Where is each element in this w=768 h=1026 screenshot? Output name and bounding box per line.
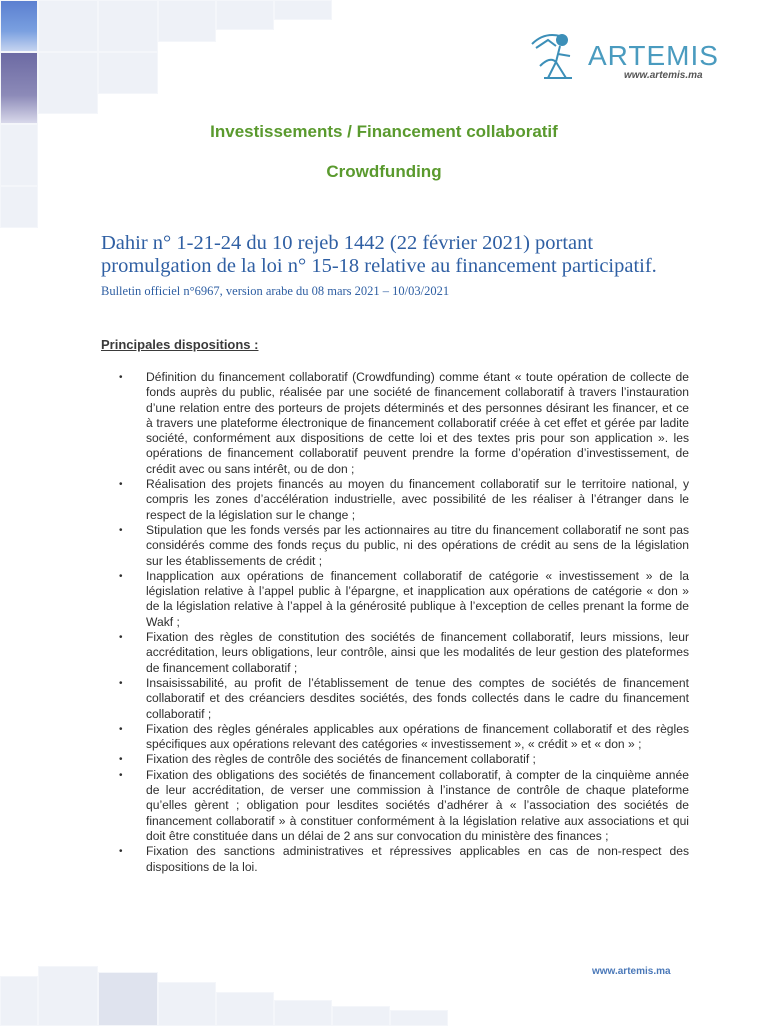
background-tile <box>98 972 158 1026</box>
background-tile <box>38 0 98 52</box>
bullet-icon: • <box>119 570 123 582</box>
bullet-icon: • <box>119 479 123 491</box>
dahir-title: Dahir n° 1-21-24 du 10 rejeb 1442 (22 février 2021) portant promulgation de la loi n° 15-18 relative au financement participatif. <box>101 232 657 277</box>
background-tile <box>0 52 38 124</box>
background-tile <box>38 966 98 1026</box>
background-tile <box>38 52 98 114</box>
logo-url: www.artemis.ma <box>624 70 703 81</box>
list-item <box>119 477 689 523</box>
list-item-text: Fixation des règles générales applicables aux opérations de financement collaboratif et des règles spécifiques aux opérations relevant des catégories « investissement », « crédit » et « don » ; <box>146 721 689 752</box>
bullet-icon: • <box>119 524 123 536</box>
dahir-reference <box>101 232 661 303</box>
bullet-icon: • <box>119 372 123 383</box>
bullet-icon: • <box>119 846 123 858</box>
background-tile <box>158 982 216 1026</box>
list-item <box>119 523 689 569</box>
list-item-text: Définition du financement collaboratif (Crowdfunding) comme étant « toute opération de collecte de fonds auprès du public, réalisée par une société de financement collaboratif à travers l’instauration d’une relation entre des porteurs de projets déterminés et des personnes désirant les financer, et ce à travers une plateforme électronique de financement collaboratif créée à cet effet et gérée par ladite société, conformément aux dispositions de cette loi et des textes pris pour son application ». les opérations de financement collaboratif peuvent prendre la forme d’opération d’investissement, de crédit avec ou sans intérêt, ou de don ; <box>146 370 689 476</box>
background-tile <box>158 0 216 42</box>
background-tile <box>98 0 158 52</box>
section-heading: Principales dispositions : <box>101 337 259 352</box>
background-tile <box>98 52 158 94</box>
bullet-icon: • <box>119 677 123 689</box>
background-tile <box>216 0 274 30</box>
background-tile <box>274 0 332 20</box>
list-item <box>119 676 689 722</box>
list-item-text: Fixation des règles de contrôle des sociétés de financement collaboratif ; <box>146 752 536 767</box>
list-item-text: Réalisation des projets financés au moyen du financement collaboratif sur le territoire national, y compris les zones d’accélération industrielle, avec possibilité de les réaliser à l’étranger dans le respect de la législation sur le change ; <box>146 477 689 522</box>
list-item <box>119 722 689 753</box>
list-item <box>119 370 689 477</box>
background-tile <box>0 976 38 1026</box>
background-tile <box>0 0 38 52</box>
background-tile <box>0 186 38 228</box>
list-item <box>119 752 689 767</box>
list-item <box>119 630 689 676</box>
bullet-icon: • <box>119 754 123 766</box>
list-item-text: Fixation des règles de constitution des sociétés de financement collaboratif, leurs missions, leur accréditation, leurs obligations, leur contrôle, ainsi que les modalités de leur gestion des plateformes de financement collaboratif ; <box>146 630 689 675</box>
list-item <box>119 569 689 630</box>
background-tile <box>216 992 274 1026</box>
background-tile <box>332 1006 390 1026</box>
bullet-icon: • <box>119 769 123 781</box>
list-item-text: Stipulation que les fonds versés par les actionnaires au titre du financement collaboratif ne sont pas considérés comme des fonds reçus du public, ni des opérations de crédit au sens de la législation sur les établissements de crédit ; <box>146 522 689 568</box>
logo-wordmark: ARTEMIS <box>588 40 719 71</box>
provisions-list <box>119 370 689 875</box>
background-tile <box>274 1000 332 1026</box>
list-item-text: Inapplication aux opérations de financement collaboratif de catégorie « investissement » de la législation relative à l’appel public à l’épargne, et inapplication aux opérations de catégorie « don » de la législation relative à l’appel à la générosité publique à l’exception de celles prenant la forme de Wakf ; <box>146 568 689 629</box>
page-title: Investissements / Financement collaboratif <box>210 122 558 141</box>
bullet-icon: • <box>119 632 123 644</box>
list-item <box>119 844 689 875</box>
bullet-icon: • <box>119 723 123 735</box>
list-item-text: Fixation des obligations des sociétés de financement collaboratif, à compter de la cinquième année de leur accréditation, de verser une commission à l’instance de contrôle de chaque plateforme qu’elles gèrent ; obligation pour lesdites sociétés d’adhérer à « l’association des sociétés de financement collaboratif » à constituer conformément à la législation relative aux associations et qui doit être constituée dans un délai de 2 ans sur convocation du ministère des finances ; <box>146 767 689 843</box>
list-item-text: Insaisissabilité, au profit de l’établissement de tenue des comptes de sociétés de financement collaboratif et des créanciers desdites sociétés, des fonds collectés dans le cadre du financement collaboratif ; <box>146 675 689 721</box>
list-item <box>119 768 689 844</box>
page-subtitle: Crowdfunding <box>326 162 442 181</box>
bulletin-reference: Bulletin officiel n°6967, version arabe du 08 mars 2021 – 10/03/2021 <box>101 284 450 298</box>
footer-link[interactable]: www.artemis.ma <box>592 966 671 977</box>
list-item-text: Fixation des sanctions administratives et répressives applicables en cas de non-respect des dispositions de la loi. <box>146 844 689 874</box>
artemis-figure-icon <box>526 26 586 84</box>
artemis-logo <box>526 26 726 86</box>
